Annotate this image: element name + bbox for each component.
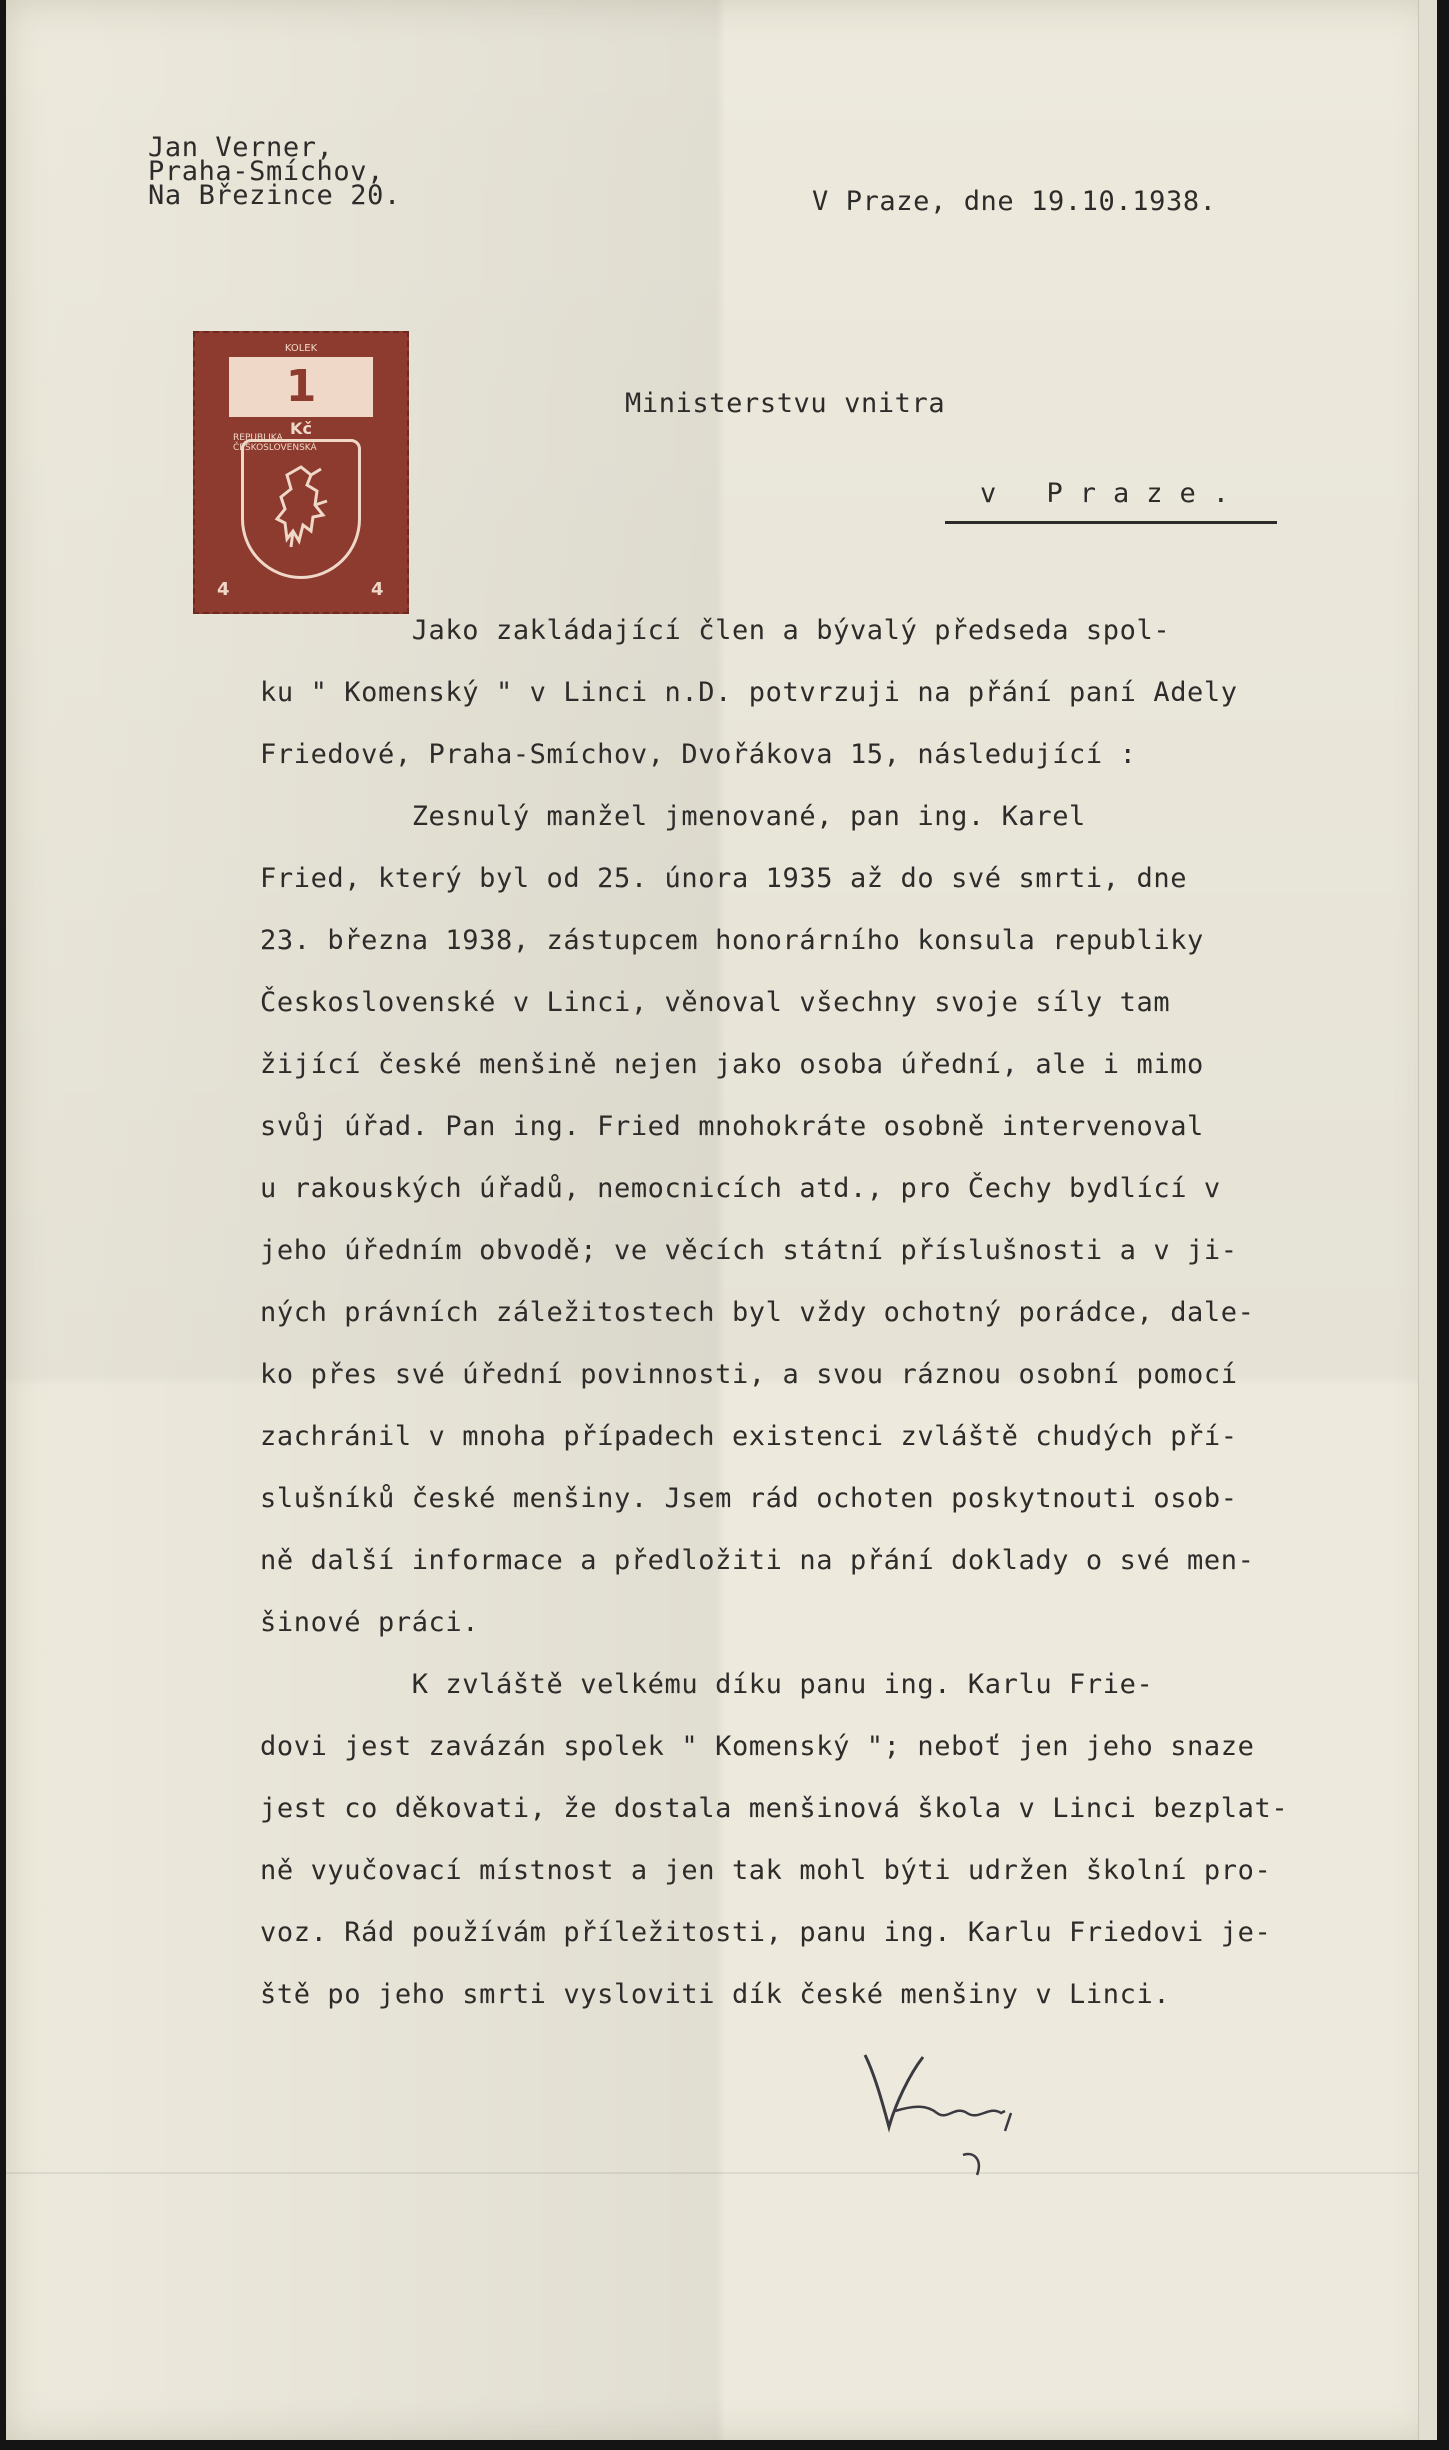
recipient-line2: v Praze. [980,478,1247,509]
body-line: ko přes své úřední povinnosti, a svou ráznou osobní pomocí [260,1359,1238,1390]
body-line: 23. března 1938, zástupcem honorárního konsula republiky [260,925,1204,956]
body-line: ně vyučovací místnost a jen tak mohl býti udržen školní pro- [260,1855,1272,1886]
sender-street: Na Březince 20. [148,180,401,211]
body-line: žijící české menšině nejen jako osoba úřední, ale i mimo [260,1049,1204,1080]
body-line: ně další informace a předložiti na přání doklady o své men- [260,1545,1255,1576]
body-line: ku " Komenský " v Linci n.D. potvrzuji na přání paní Adely [260,677,1238,708]
body-line: voz. Rád používám příležitosti, panu ing. Karlu Friedovi je- [260,1917,1272,1948]
stamp-ring-text: REPUBLIKA ČESKOSLOVENSKÁ [233,433,317,453]
stamp-corner-right: 4 [371,579,384,600]
revenue-stamp [193,331,409,614]
recipient-underline [945,521,1277,524]
body-line: jest co děkovati, že dostala menšinová škola v Linci bezplat- [260,1793,1289,1824]
stamp-currency: Kč [290,419,312,438]
recipient-line1: Ministerstvu vnitra [625,388,946,419]
sender-name: Jan Verner, [148,132,334,163]
body-line: Zesnulý manžel jmenované, pan ing. Karel [260,801,1086,832]
sender-district: Praha-Smíchov, [148,156,384,187]
body-line: Friedové, Praha-Smíchov, Dvořákova 15, následující : [260,739,1137,770]
sender-address [148,132,401,211]
letter-body [260,600,1390,2026]
paper-edge [1418,0,1437,2440]
body-line: jeho úředním obvodě; ve věcích státní příslušnosti a v ji- [260,1235,1238,1266]
handwritten-signature [855,2035,1035,2185]
body-line: ště po jeho smrti vysloviti dík české menšiny v Linci. [260,1979,1171,2010]
stamp-value: 1 [285,361,317,412]
letter-date: V Praze, dne 19.10.1938. [812,186,1217,217]
body-line: zachránil v mnoha případech existenci zvláště chudých pří- [260,1421,1238,1452]
body-line: slušníků české menšiny. Jsem rád ochoten poskytnouti osob- [260,1483,1238,1514]
fold-line [6,2172,1418,2174]
body-line: Fried, který byl od 25. února 1935 až do své smrti, dne [260,863,1188,894]
body-line: šinové práci. [260,1607,480,1638]
body-line: svůj úřad. Pan ing. Fried mnohokráte osobně intervenoval [260,1111,1204,1142]
stamp-header: KOLEK [284,343,318,354]
body-line: dovi jest zavázán spolek " Komenský "; neboť jen jeho snaze [260,1731,1255,1762]
body-line: ných právních záležitostech byl vždy ochotný porádce, dale- [260,1297,1255,1328]
stamp-corner-left: 4 [217,579,230,600]
body-line: Československé v Linci, věnoval všechny svoje síly tam [260,987,1171,1018]
body-line: K zvláště velkému díku panu ing. Karlu Frie- [260,1669,1154,1700]
body-line: u rakouských úřadů, nemocnicích atd., pro Čechy bydlící v [260,1173,1221,1204]
body-line: Jako zakládající člen a bývalý předseda spol- [260,615,1171,646]
